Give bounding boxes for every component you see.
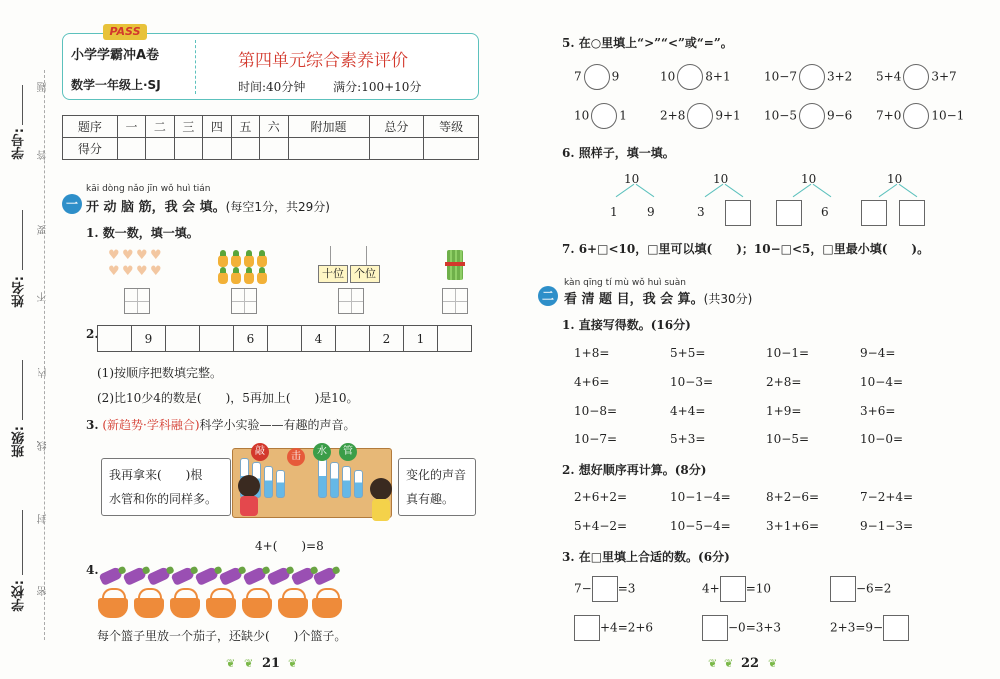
question-6 [562,144,675,161]
seal-word: 封 [38,514,49,524]
decomp-branch [899,184,918,197]
decomp-branch [813,184,832,197]
binding-line [22,210,23,270]
fill-box[interactable] [592,576,618,602]
question-7-text: 7. 6+□<10，□里可以填( )；10−□<5，□里最小填( )。 [562,242,930,256]
seal-word: 答 [38,150,49,160]
section2-title-text: 看 清 题 目，我 会 算。 [564,292,704,307]
calc-item: 5+3= [670,432,706,446]
seal-word: 题 [38,82,49,92]
answer-grid-box[interactable] [442,288,468,314]
sign-pipe: 管 [339,443,357,461]
compare-item: 10−5 9−6 [764,103,852,129]
compare-item: 7 9 [574,64,619,90]
calc-item: 10−7= [574,432,618,446]
fill-item: −0=3+3 [702,615,781,641]
tens-label: 十位 [318,265,348,283]
calc-item: 2+8= [766,375,802,389]
section2-score: (共30分) [703,292,753,306]
answer-grid-box[interactable] [338,288,364,314]
decomp-top: 10 [887,172,903,186]
score-header-cell: 一 [117,116,145,138]
number-sequence-table [97,325,472,352]
number-sequence-row [98,326,472,352]
sprout-icon: ❦ [244,657,254,670]
fill-item: 2+3=9− [830,615,909,641]
question-1 [86,224,199,241]
decomp-top: 10 [624,172,640,186]
question-2-part-2: (2)比10少4的数是( )，5再加上( )是10。 [97,391,359,405]
score-input-cell[interactable] [369,138,424,160]
question-3 [86,416,356,433]
grade-label: 数学一年级上·SJ [71,78,161,92]
girl-dress [240,496,258,516]
sequence-cell[interactable] [166,326,200,352]
full-score: 满分:100+10分 [333,80,422,94]
calc-item: 4+6= [574,375,610,389]
score-input-cell[interactable] [260,138,288,160]
binding-line [22,360,23,420]
question-2-part-1: (1)按顺序把数填完整。 [97,366,222,380]
score-header-cell: 三 [174,116,202,138]
calc-item: 1+8= [574,346,610,360]
sprout-icon: ❦ [768,657,778,670]
sequence-cell[interactable] [336,326,370,352]
score-header-cell: 总分 [369,116,424,138]
sprout-icon: ❦ [708,657,718,670]
student-name-label: 姓名: [12,276,27,308]
decomp-branch [636,184,655,197]
boy-shirt [372,499,390,521]
fill-item: +4=2+6 [574,615,653,641]
left-bubble-line: 水管和你的同样多。 [109,492,218,506]
compare-circle[interactable] [677,64,703,90]
calc-item: 10−3= [670,375,714,389]
sequence-cell[interactable] [98,326,132,352]
calc-item: 10−5−4= [670,519,731,533]
sign-water: 水 [313,443,331,461]
calc-item: 7−2+4= [860,490,914,504]
s2-question-3-text: 3. 在□里填上合适的数。(6分) [562,550,730,564]
sprout-icon: ❦ [724,657,734,670]
question-3-text: 科学小实验——有趣的声音。 [199,418,356,432]
s2-question-1-text: 1. 直接写得数。(16分) [562,318,691,332]
time-limit: 时间:40分钟 [238,80,306,94]
compare-circle[interactable] [591,103,617,129]
compare-circle[interactable] [903,64,929,90]
seal-word: 内 [38,368,49,378]
score-header-cell: 等级 [424,116,479,138]
decomp-left: 3 [697,205,705,219]
seal-word: 密 [38,586,49,596]
sequence-cell: 6 [234,326,268,352]
score-input-cell[interactable] [174,138,202,160]
page-number-right: 22 [741,656,760,671]
score-input-cell[interactable] [146,138,174,160]
exam-title: 第四单元综合素养评价 [238,51,408,71]
score-input-cell[interactable] [424,138,479,160]
compare-circle[interactable] [799,103,825,129]
section2-badge: 二 [538,286,558,306]
left-speech-bubble [101,458,231,516]
binding-line [22,85,23,125]
score-input-cell[interactable] [231,138,259,160]
fill-box[interactable] [702,615,728,641]
score-row-label: 得分 [63,138,118,160]
score-input-cell[interactable] [117,138,145,160]
calc-item: 10−8= [574,404,618,418]
section2-title [564,288,752,307]
fill-item: −6=2 [830,576,891,602]
question-3-equation: 4+( )=8 [255,539,324,553]
decomp-right: 9 [647,205,655,219]
sequence-cell[interactable] [438,326,472,352]
pass-logo: PASS [103,24,147,40]
sprout-icon: ❦ [288,657,298,670]
compare-item: 10−7 3+2 [764,64,852,90]
calc-item: 2+6+2= [574,490,628,504]
question-4-text: 每个篮子里放一个茄子，还缺少( )个篮子。 [97,629,347,643]
right-speech-bubble [398,458,476,516]
question-6-text: 6. 照样子，填一填。 [562,146,675,160]
compare-item: 7+0 10−1 [876,103,964,129]
score-header-cell: 五 [231,116,259,138]
decomp-answer-box[interactable] [725,200,751,226]
question-3-tag: (新趋势·学科融合) [102,418,200,432]
score-header-cell: 附加题 [288,116,369,138]
question-4-label: 4. [86,563,99,577]
section2-pinyin: kàn qīng tí mù wǒ huì suàn [564,278,686,288]
calc-item: 9−1−3= [860,519,914,533]
sequence-cell[interactable] [268,326,302,352]
question-1-text: 1. 数一数，填一填。 [86,226,199,240]
s2-question-1 [562,316,691,333]
decomp-left: 1 [610,205,618,219]
question-7 [562,240,929,257]
score-header-cell: 六 [260,116,288,138]
section1-score: (每空1分，共29分) [225,200,330,214]
decomp-right: 6 [821,205,829,219]
fill-item: 7− =3 [574,576,635,602]
fill-box[interactable] [883,615,909,641]
score-header-cell: 题序 [63,116,118,138]
section1-title-text: 开 动 脑 筋，我 会 填。 [86,200,226,215]
question-5 [562,34,733,51]
question-4-number [86,563,99,577]
calc-item: 3+6= [860,404,896,418]
binding-line [22,510,23,575]
calc-item: 8+2−6= [766,490,820,504]
section1-pinyin: kāi dòng nǎo jīn wǒ huì tián [86,184,211,194]
header-divider [195,40,196,94]
decomp-answer-box[interactable] [861,200,887,226]
sequence-cell[interactable] [200,326,234,352]
sign-hit: 击 [287,448,305,466]
right-bubble-line: 真有趣。 [406,492,455,506]
calc-item: 10−5= [766,432,810,446]
compare-circle[interactable] [799,64,825,90]
sequence-cell: 4 [302,326,336,352]
question-3-number: 3. [86,418,99,432]
fill-item: 4+ =10 [702,576,771,602]
class-label: 班级: [12,426,27,458]
score-input-cell[interactable] [288,138,369,160]
sign-knock: 敲 [251,443,269,461]
score-table-header [63,116,479,138]
section1-badge: 一 [62,194,82,214]
right-bubble-line: 变化的声音 [406,468,467,482]
calc-item: 4+4= [670,404,706,418]
compare-item: 5+4 3+7 [876,64,957,90]
question-2-label: 2. [86,327,99,341]
calc-item: 10−4= [860,375,904,389]
student-id-label: 学号: [12,128,27,160]
compare-item: 10 8+1 [660,64,731,90]
school-label: 学校: [12,580,27,612]
calc-item: 5+4−2= [574,519,628,533]
sequence-cell: 2 [370,326,404,352]
compare-item: 10 1 [574,103,627,129]
fill-box[interactable] [574,615,600,641]
ones-label: 个位 [350,265,380,283]
answer-grid-box[interactable] [124,288,150,314]
calc-item: 10−0= [860,432,904,446]
exam-spread: 学号: 姓名: 班级: 学校: 题 答 要 不 内 线 封 密 PASS 小学学霸冲A卷 数学一年级上·SJ 第四单元综合素养评价 时间:40分钟 满分:100+10分 题序 一 二 三 四 五 六 附加题 总分 等级 得分 kāi dòng nǎo jīn wǒ huì tián 一 开 动 脑 筋，我 会 填。(每空1分，共29分) 1. 数一数，填一填。 ♥ ♥ ♥ ♥ ♥ ♥ ♥ ♥ 十位 个位 2. 9 6 4 2 1 (1)按顺序把数填完整。 (2)比10少4的数是( )，5再加上( )是10。 3. (新趋势·学科融合)科学小实验——有趣的声音。 我再拿来( )根 水管和你的同样多。 变化的声音 真有趣。 敲 击 水 管 4+( )=8 4. 每个篮子里放一个茄子，还缺少( )个篮子。 ❦ ❦ 21 ❦ 5. 在○里填上“>”“<”或“=”。 7 9 10 8+1 10−7 3+2 5+4 3+7 10 1 2+8 9+1 10−5 9−6 7+0 10−1 6. 照样子，填一填。 10 1 9 10 3 10 6 10 7. 6+□<10，□里可以填( )；10−□<5，□里最小填( )。 kàn qīng tí mù wǒ huì suàn 二 看 清 题 目，我 会 算。(共30分) 1. 直接写得数。(16分) 1+8= 5+5= 10−1= 9−4= 4+6= 10−3= 2+8= 10−4= 10−8= 4+4= 1+9= 3+6= 10−7= 5+3= 10−5= 10−0= 2. 想好顺序再计算。(8分) 2+6+2= 10−1−4= 8+2−6= 7−2+4= 5+4−2= 10−5−4= 3+1+6= 9−1−3= 3. 在□里填上合适的数。(6分) 7− =3 4+ =10 −6=2 +4=2+6 −0=3+3 2+3=9− ❦ ❦ 22 ❦ [12,25,965,671]
score-header-cell: 四 [203,116,231,138]
calc-item: 9−4= [860,346,896,360]
decomp-answer-box[interactable] [899,200,925,226]
decomp-top: 10 [801,172,817,186]
question-5-text: 5. 在○里填上“>”“<”或“=”。 [562,36,733,50]
calc-item: 10−1= [766,346,810,360]
seal-word: 要 [38,225,49,235]
left-bubble-line: 我再拿来( )根 [109,468,203,482]
score-table-row [63,138,479,160]
compare-circle[interactable] [687,103,713,129]
section1-title [86,196,330,215]
calc-item: 5+5= [670,346,706,360]
girl-figure [238,475,260,497]
fill-box[interactable] [830,576,856,602]
seal-word: 不 [38,292,49,302]
exam-meta [238,78,421,95]
seal-word: 线 [38,441,49,451]
sequence-cell: 9 [132,326,166,352]
compare-item: 2+8 9+1 [660,103,741,129]
sprout-icon: ❦ [226,657,236,670]
s2-question-2-text: 2. 想好顺序再计算。(8分) [562,463,707,477]
calc-item: 1+9= [766,404,802,418]
page-number-left: 21 [262,656,281,671]
decomp-top: 10 [713,172,729,186]
answer-grid-box[interactable] [231,288,257,314]
boy-figure [370,478,392,500]
compare-circle[interactable] [903,103,929,129]
decomp-answer-box[interactable] [776,200,802,226]
fill-box[interactable] [720,576,746,602]
exam-header [62,25,479,100]
calc-item: 10−1−4= [670,490,731,504]
compare-circle[interactable] [584,64,610,90]
series-name: 小学学霸冲A卷 [71,48,160,63]
score-table [62,115,479,160]
score-input-cell[interactable] [203,138,231,160]
s2-question-3 [562,548,730,565]
s2-question-2 [562,461,706,478]
calc-item: 3+1+6= [766,519,820,533]
sequence-cell: 1 [404,326,438,352]
decomp-branch [725,184,744,197]
score-header-cell: 二 [146,116,174,138]
